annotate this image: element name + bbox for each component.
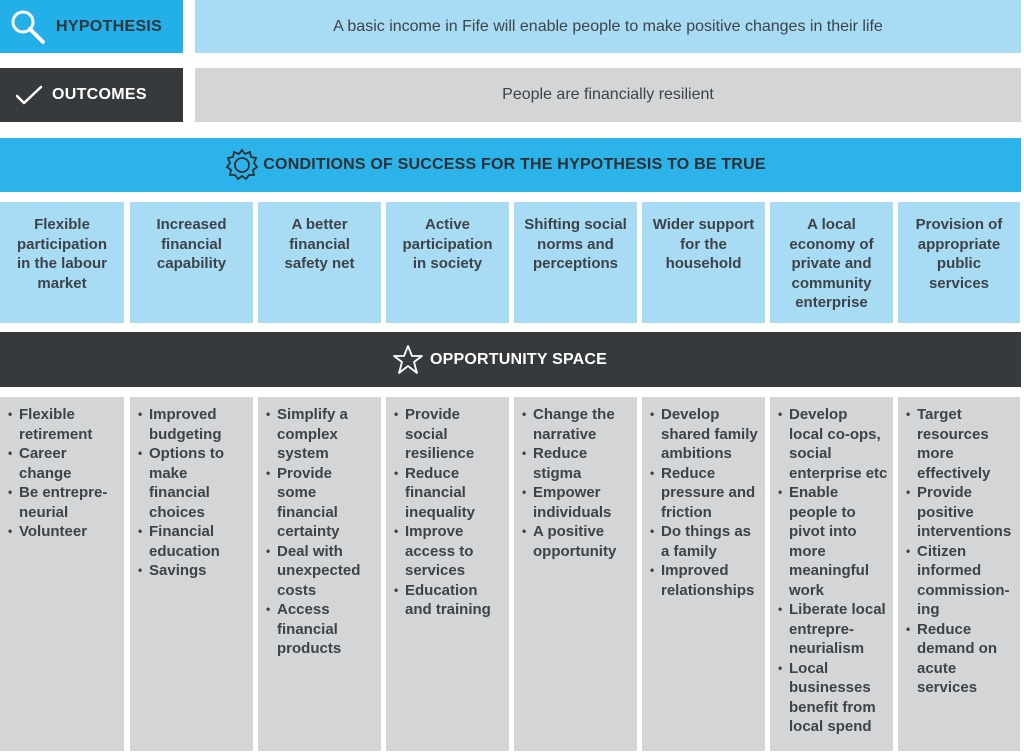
opportunity-line: costs — [277, 581, 317, 599]
opportunity-line: pivot into — [789, 523, 857, 540]
opportunity-list — [650, 405, 761, 600]
opportunity-line: informed — [917, 562, 982, 579]
opportunity-item — [778, 483, 889, 600]
opportunity-line: • Do things as — [661, 523, 752, 540]
star-icon — [392, 344, 424, 376]
opportunity-line: • Citizen — [917, 542, 967, 560]
condition-item — [258, 202, 381, 323]
opportunity-list — [138, 405, 249, 581]
condition-line: public — [936, 255, 982, 272]
condition-item — [898, 202, 1020, 323]
opportunity-line: enterprise etc — [789, 464, 888, 482]
condition-line: norms and — [537, 235, 614, 253]
opportunity-line: local co-ops, — [789, 425, 881, 443]
opportunity-column — [514, 397, 637, 751]
opportunity-line: • Volunteer — [19, 523, 88, 540]
condition-line: economy of — [789, 235, 874, 253]
opportunity-line: pressure and — [661, 484, 756, 501]
condition-line: community — [791, 274, 872, 292]
opportunity-item — [650, 464, 761, 523]
opportunity-line: ing — [917, 601, 940, 618]
opportunity-line: • Provide — [917, 484, 973, 501]
opportunity-list — [906, 405, 1016, 698]
checkmark-icon — [14, 83, 44, 107]
opportunity-line: work — [789, 581, 825, 599]
opportunity-item — [266, 405, 377, 464]
opportunity-line: acute — [917, 659, 957, 677]
opportunity-item — [138, 561, 249, 581]
opportunity-list — [778, 405, 889, 737]
opportunity-item — [266, 464, 377, 542]
opportunity-line: certainty — [277, 523, 340, 540]
opportunity-line: relationships — [661, 581, 755, 599]
opportunity-line: meaningful — [789, 562, 870, 579]
opportunity-line: resilience — [405, 445, 475, 462]
opportunity-line: people to — [789, 503, 856, 521]
opportunity-line: • A positive — [533, 523, 605, 540]
condition-line: in the labour — [17, 255, 107, 272]
opportunity-column — [386, 397, 509, 751]
opportunity-column — [130, 397, 253, 751]
opportunity-line: some — [277, 484, 317, 501]
opportunity-line: • Develop — [789, 406, 848, 423]
opportunity-line: • Improve — [405, 523, 464, 540]
opportunity-line: • Savings — [149, 562, 207, 579]
opportunity-line: • Reduce — [533, 445, 588, 462]
opportunity-title: OPPORTUNITY SPACE — [429, 350, 608, 368]
opportunity-line: • Liberate local — [789, 601, 886, 618]
opportunity-line: • Financial — [149, 523, 215, 540]
opportunity-line: resources — [917, 425, 989, 443]
opportunity-column — [258, 397, 381, 751]
opportunity-list — [266, 405, 377, 659]
hypothesis-label: HYPOTHESIS — [56, 17, 163, 35]
opportunity-item — [650, 405, 761, 464]
opportunity-line: • Provide — [277, 464, 333, 482]
opportunity-line: • Provide — [405, 406, 461, 423]
opportunity-item — [778, 600, 889, 659]
opportunity-line: retirement — [19, 425, 93, 443]
opportunity-line: • Education — [405, 581, 478, 599]
opportunity-line: individuals — [533, 503, 612, 521]
opportunity-line: access to — [405, 542, 474, 560]
condition-line: perceptions — [532, 255, 619, 272]
condition-line: Provision of — [915, 216, 1003, 233]
opportunity-item — [522, 522, 633, 561]
opportunity-line: effectively — [917, 464, 991, 482]
opportunity-line: • Empower — [533, 484, 601, 501]
opportunity-item — [138, 405, 249, 444]
condition-line: financial — [289, 235, 350, 253]
gear-icon — [225, 148, 259, 182]
opportunity-line: • Target — [917, 406, 962, 423]
opportunity-line: social — [789, 445, 832, 462]
opportunity-item — [266, 542, 377, 601]
condition-line: market — [37, 274, 87, 292]
opportunity-item — [906, 620, 1016, 698]
condition-item — [514, 202, 637, 323]
opportunity-line: financial — [405, 484, 466, 501]
opportunity-line: interventions — [917, 523, 1012, 540]
opportunity-line: a family — [661, 542, 717, 560]
opportunity-line: ambitions — [661, 445, 732, 462]
opportunity-column — [642, 397, 765, 751]
hypothesis-label-box — [0, 0, 183, 53]
opportunity-line: • Career — [19, 445, 67, 462]
magnifier-icon — [8, 7, 48, 47]
opportunity-list — [8, 405, 120, 542]
condition-line: Flexible — [34, 216, 90, 233]
opportunity-banner — [0, 332, 1021, 387]
condition-item — [130, 202, 253, 323]
condition-line: household — [665, 255, 742, 272]
opportunity-line: friction — [661, 503, 712, 521]
opportunity-line: neurialism — [789, 640, 865, 657]
opportunity-item — [266, 600, 377, 659]
opportunity-line: • Improved — [149, 406, 217, 423]
outcomes-label: OUTCOMES — [52, 86, 147, 103]
opportunity-line: • Options to — [149, 445, 224, 462]
opportunity-line: benefit from — [789, 698, 876, 716]
opportunity-line: change — [19, 464, 72, 482]
hypothesis-statement: A basic income in Fife will enable people to make positive changes in their life — [195, 0, 1021, 53]
condition-line: participation — [402, 235, 493, 253]
opportunity-line: financial — [149, 484, 210, 501]
opportunity-line: • Develop — [661, 406, 720, 423]
opportunity-line: inequality — [405, 503, 476, 521]
opportunity-line: more — [917, 445, 954, 462]
opportunity-line: businesses — [789, 679, 871, 696]
opportunity-item — [394, 405, 505, 464]
condition-line: in society — [412, 255, 483, 272]
opportunity-item — [8, 522, 120, 542]
opportunity-line: financial — [277, 620, 338, 638]
opportunity-line: stigma — [533, 464, 582, 482]
opportunity-column — [898, 397, 1020, 751]
opportunity-line: choices — [149, 503, 205, 521]
opportunity-item — [522, 483, 633, 522]
opportunity-item — [394, 464, 505, 523]
conditions-columns — [0, 202, 1024, 323]
opportunity-line: • Local — [789, 659, 829, 677]
opportunity-item — [8, 483, 120, 522]
opportunity-line: • Be entrepre- — [19, 484, 108, 501]
condition-item — [386, 202, 509, 323]
opportunity-line: system — [277, 445, 329, 462]
opportunity-line: services — [917, 679, 978, 696]
condition-line: enterprise — [795, 294, 868, 311]
opportunity-item — [522, 405, 633, 444]
condition-item — [0, 202, 124, 323]
opportunity-line: social — [405, 425, 448, 443]
opportunity-line: • Improved — [661, 562, 729, 579]
opportunity-line: budgeting — [149, 425, 222, 443]
condition-line: for the — [680, 235, 727, 253]
opportunity-item — [906, 542, 1016, 620]
opportunity-line: services — [405, 562, 466, 579]
condition-line: appropriate — [917, 235, 1001, 253]
condition-line: private and — [791, 255, 872, 272]
opportunity-item — [138, 444, 249, 522]
opportunity-line: products — [277, 640, 342, 657]
opportunity-line: • Deal with — [277, 542, 343, 560]
condition-line: Wider support — [652, 216, 755, 233]
opportunity-list — [522, 405, 633, 561]
opportunity-line: education — [149, 542, 220, 560]
opportunity-line: • Reduce — [405, 464, 460, 482]
opportunity-line: • Enable — [789, 484, 839, 501]
condition-line: financial — [161, 235, 222, 253]
opportunity-line: make — [149, 464, 188, 482]
condition-line: services — [928, 274, 990, 292]
opportunity-line: financial — [277, 503, 338, 521]
opportunity-item — [650, 561, 761, 600]
conditions-banner — [0, 138, 1021, 192]
opportunity-line: unexpected — [277, 562, 361, 579]
opportunity-line: narrative — [533, 425, 597, 443]
opportunity-line: • Flexible — [19, 406, 75, 423]
opportunity-item — [394, 581, 505, 620]
condition-item — [770, 202, 893, 323]
opportunity-item — [778, 659, 889, 737]
condition-line: Shifting social — [524, 216, 627, 233]
opportunity-line: • Reduce — [917, 620, 972, 638]
opportunity-column — [0, 397, 124, 751]
opportunity-line: local spend — [789, 718, 872, 735]
opportunity-line: • Change the — [533, 406, 615, 423]
condition-line: Increased — [156, 216, 227, 233]
opportunity-line: opportunity — [533, 542, 617, 560]
condition-line: safety net — [284, 255, 355, 272]
opportunity-line: • Reduce — [661, 464, 716, 482]
opportunity-item — [394, 522, 505, 581]
condition-line: participation — [16, 235, 107, 253]
opportunity-item — [650, 522, 761, 561]
opportunity-line: neurial — [19, 503, 69, 521]
opportunity-line: • Access — [277, 601, 330, 618]
condition-line: A local — [807, 216, 856, 233]
opportunity-item — [906, 405, 1016, 483]
outcomes-label-box — [0, 68, 183, 122]
opportunity-line: commission- — [917, 581, 1010, 599]
opportunity-line: positive — [917, 503, 974, 521]
opportunity-line: and training — [405, 601, 491, 618]
opportunity-item — [522, 444, 633, 483]
opportunity-line: complex — [277, 425, 338, 443]
opportunity-line: shared family — [661, 425, 758, 443]
opportunity-item — [8, 444, 120, 483]
condition-item — [642, 202, 765, 323]
opportunity-item — [138, 522, 249, 561]
opportunity-list — [394, 405, 505, 620]
opportunity-line: entrepre- — [789, 620, 855, 638]
outcomes-statement: People are financially resilient — [195, 68, 1021, 122]
conditions-title: CONDITIONS OF SUCCESS FOR THE HYPOTHESIS TO BE TRUE — [263, 156, 766, 173]
condition-line: capability — [156, 255, 227, 272]
opportunity-line: • Simplify a — [277, 406, 348, 423]
opportunity-line: demand on — [917, 640, 998, 657]
opportunity-line: more — [789, 542, 826, 560]
opportunity-item — [906, 483, 1016, 542]
opportunity-item — [8, 405, 120, 444]
opportunity-column — [770, 397, 893, 751]
condition-line: A better — [291, 216, 348, 233]
opportunity-item — [778, 405, 889, 483]
condition-line: Active — [424, 216, 471, 233]
